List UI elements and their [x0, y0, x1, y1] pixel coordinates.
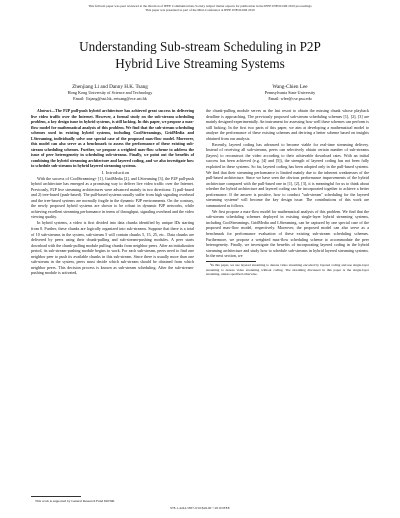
author-affiliation: Pennsylvania State University — [264, 90, 316, 96]
paper-title — [20, 38, 380, 72]
body-paragraph: In hybrid systems, a video is first divided into data chunks identified by unique IDs starting from 0. Further, these chunks are logically organized into sub-streams. Suppose that there is a total of 10 sub-streams in the system, sub-stream 5 will contain chunks 5, 15, 25, etc.. Data chunks are delivered by peers using their chunk-pulling and sub-stream-pushing modules. A peer starts download with the chunk-pulling module pulling chunks from neighbor peers. After an initialization period, its sub-stream-pushing module begins to work. For each sub-stream, peers need to find one neighbor peer to push its available chunks in this sub-stream. Since there is usually more than one sub-stream in the system, peers must decide which sub-stream should be obtained from which neighbor peers. This decision process is known as sub-stream scheduling. After the sub-stream-pushing module is activated, — [31, 220, 194, 276]
body-paragraph: Recently, layered coding has advanced to become viable for real-time streaming delivery. Instead of receiving all sub-streams, peers can selectively obtain certain number of sub-streams (layers) to reconstruct the video according to their achievable download rates. With an initial success has been achieved (e.g. [4] and [5]), the strength of layered coding has not been fully exploited in these systems. So far, layered coding has been adopted only in the pull-based systems. We find that their streaming performance is limited mainly due to the inherent weaknesses of the pull-based architecture. Since we have seen the obvious performance improvements of the hybrid architecture compared with the pull-based one in [1], [2], [3], it is meaningful for us to think about whether the hybrid architecture and layered coding can be incorporated together to achieve a better performance. If the answer is positive, how to conduct "sub-stream" scheduling for the layered streaming systems¹ will become the key design issue. The contributions of this work are summarized as follows. — [206, 141, 369, 208]
paper-title-line1: Understanding Sub-stream Scheduling in P2P — [79, 39, 321, 54]
footnote-divider — [206, 261, 256, 262]
author-email: Email: wlee@cse.psu.edu — [268, 96, 312, 101]
page-footer: 978-1-4244-5837-0/10/$26.00 ©2010 IEEE — [170, 506, 230, 510]
body-paragraph: the chunk-pulling module serves as the last resort to obtain the missing chunk whose playback deadline is approaching. The previously proposed sub-stream scheduling schemes [1], [2], [3] are mainly designed experimentally. An instrument for assessing how well these schemes can perform is still lacking. In the first two parts of this paper, we aim at developing a mathematical model to analyze the performance of these existing schemes and deriving a better scheme based on insights obtained from our analysis. — [206, 108, 369, 141]
section-heading: I. Introduction — [101, 169, 130, 175]
author-email: Email: {lzjang@ust.hk, eetsang@ece.ust.hk — [73, 96, 147, 101]
author-name: Wang-Chien Lee — [272, 84, 308, 90]
footnote-divider — [31, 496, 81, 497]
author-group-1 — [30, 84, 190, 102]
left-column — [31, 108, 194, 276]
paper-title-line2: Hybrid Live Streaming Systems — [115, 56, 285, 71]
body-paragraph: We first propose a max-flow model for mathematical analysis of this problem. We find that the sub-stream scheduling schemes deployed in existing single-layer hybrid streaming systems, including CoolStreamings, GridMedia and LStreaming, can be captured by one special case of the proposed max-flow model, respectively. Moreover, the proposed model can also serve as a benchmark for performance evaluation of these existing sub-stream scheduling schemes. Furthermore, we propose a weighted max-flow scheduling scheme to accommodate the peer heterogeneity. Finally, we investigate the benefits of incorporating layered coding in the hybrid streaming architecture and study how to schedule sub-streams in hybrid layered streaming systems. In the next section, we — [206, 208, 369, 259]
left-footnote-block — [31, 494, 194, 503]
author-name: Zhenjiang Li and Danny H.K. Tsang — [72, 84, 148, 90]
terminology-footnote: ¹In this paper, we use layered streaming to denote video streaming encoded by layered coding and use single-layer streaming to denote video streaming without coding. The streaming discussed in this paper is the single-layer streaming, unless specified otherwise. — [206, 263, 369, 277]
author-group-2 — [210, 84, 370, 102]
conference-notice-line1: This full text paper was peer reviewed at the direction of IEEE Communications Society subject matter experts for publication in the IEEE INFOCOM 2010 proceedings — [88, 4, 312, 8]
abstract-label: Abstract — [37, 108, 51, 113]
conference-notice — [0, 4, 400, 13]
abstract-text: —The P2P pull-push hybrid architecture has achieved great success in delivering live video traffic over the Internet. However, a formal study on the sub-stream scheduling problem, a key design issue in hybrid systems, is still lacking. In this paper, we propose a max-flow model for mathematical analysis of this problem. We find that the sub-stream scheduling schemes used in existing hybrid systems, including CoolStreamings, GridMedia and LStreaming, individually solve one special case of the proposed max-flow model. Moreover, this model can also serve as a benchmark to assess the performance of these existing sub-stream scheduling schemes. Further, we propose a weighted max-flow scheme to address the issue of peer heterogeneity in scheduling sub-streams. Finally, we point out the benefits of combining the hybrid streaming architecture and layered coding, and we also investigate how to schedule sub-streams in hybrid layered streaming systems. — [31, 108, 194, 169]
conference-notice-line2: This paper was presented as part of the Mini-Conference at IEEE INFOCOM 2010 — [145, 8, 255, 13]
right-column — [206, 108, 369, 276]
author-block — [30, 84, 370, 102]
abstract — [31, 108, 194, 169]
funding-footnote: This work is supported by General Research Fund 620306. — [35, 498, 115, 503]
author-affiliation: Hong Kong University of Science and Technology — [67, 90, 153, 96]
body-paragraph: With the success of CoolStreaming+ [1], GridMedia [2], and LStreaming [3], the P2P pull-push hybrid architecture has emerged as a promising way to deliver live video traffic over the Internet. Previously, P2P live streaming architectures were advanced mainly in two directions: 1) pull-based and 2) tree-based (push-based). The pull-based systems usually suffer from high signaling overhead and the tree-based systems are normally fragile in the dynamic P2P environments. On the contrary, the newly proposed hybrid systems are shown to be robust in dynamic P2P networks, while achieving excellent streaming performance in terms of throughput, signaling overhead and the video viewing quality. — [31, 175, 194, 220]
